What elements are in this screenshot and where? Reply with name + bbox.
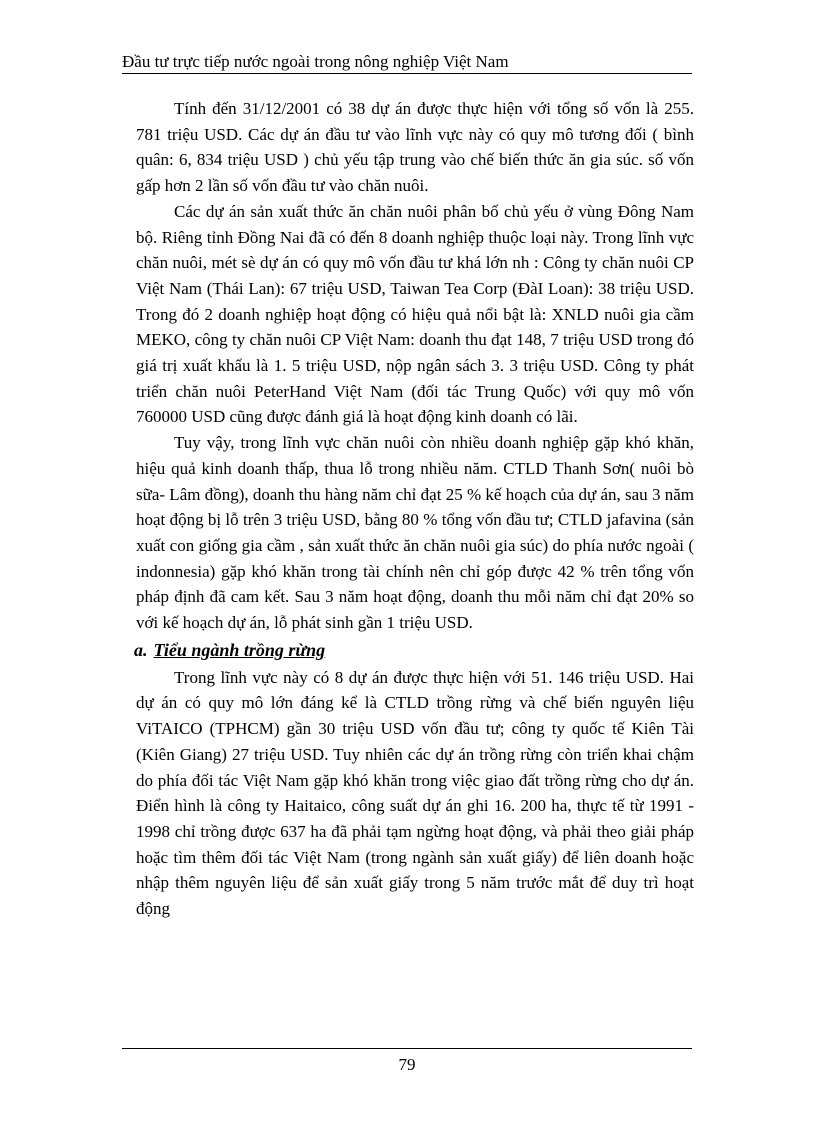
paragraph-feed-production: Các dự án sản xuất thức ăn chăn nuôi phân bố chủ yếu ở vùng Đông Nam bộ. Riêng tỉnh Đồng Nai đã có đến 8 doanh nghiệp thuộc loại này. Trong lĩnh vực chăn nuôi, mét sè dự án có quy mô vốn đầu tư khá lớn nh : Công ty chăn nuôi CP Việt Nam (Thái Lan): 67 triệu USD, Taiwan Tea Corp (ĐàI Loan): 38 triệu USD. Trong đó 2 doanh nghiệp hoạt động có hiệu quả nổi bật là: XNLD nuôi gia cầm MEKO, công ty chăn nuôi CP Việt Nam: doanh thu đạt 148, 7 triệu USD trong đó giá trị xuất khẩu là 1. 5 triệu USD, nộp ngân sách 3. 3 triệu USD. Công ty phát triển chăn nuôi PeterHand Việt Nam (đối tác Trung Quốc) với quy mô vốn 760000 USD cũng được đánh giá là hoạt động kinh doanh có lãi. [136, 201, 694, 427]
section-heading [134, 637, 694, 664]
page-body [136, 96, 694, 922]
page-number: 79 [398, 1055, 416, 1074]
paragraph-investment-summary: Tính đến 31/12/2001 có 38 dự án được thực hiện với tổng số vốn là 255. 781 triệu USD. Các dự án đầu tư vào lĩnh vực này có quy mô tương đối ( bình quân: 6, 834 triệu USD ) chủ yếu tập trung vào chế biến thức ăn gia súc. số vốn gấp hơn 2 lần số vốn đầu tư vào chăn nuôi. [136, 99, 694, 196]
header-rule [122, 73, 692, 74]
section-title: Tiểu ngành trồng rừng [153, 639, 326, 660]
paragraph-forestry: Trong lĩnh vực này có 8 dự án được thực hiện với 51. 146 triệu USD. Hai dự án có quy mô lớn đáng kể là CTLD trồng rừng và chế biến nguyên liệu ViTAICO (TPHCM) gần 30 triệu USD vốn đầu tư; công ty quốc tế Kiên Tài (Kiên Giang) 27 triệu USD. Tuy nhiên các dự án trồng rừng còn triển khai chậm do phía đối tác Việt Nam gặp khó khăn trong việc giao đất trồng rừng cho dự án. Điển hình là công ty Haitaico, công suất dự án ghi 16. 200 ha, thực tế từ 1991 - 1998 chỉ trồng được 637 ha đã phải tạm ngừng hoạt động, và phải theo giải pháp hoặc tìm thêm đối tác Việt Nam (trong ngành sản xuất giấy) để liên doanh hoặc nhập thêm nguyên liệu để sản xuất giấy trong 5 năm trước mắt để duy trì hoạt động [136, 667, 694, 919]
section-letter: a. [134, 639, 148, 660]
footer-rule [122, 1048, 692, 1049]
running-header: Đầu tư trực tiếp nước ngoài trong nông nghiệp Việt Nam [122, 52, 509, 71]
paragraph-livestock-difficulties: Tuy vậy, trong lĩnh vực chăn nuôi còn nhiều doanh nghiệp gặp khó khăn, hiệu quả kinh doanh thấp, thua lỗ trong nhiều năm. CTLD Thanh Sơn( nuôi bò sữa- Lâm đồng), doanh thu hàng năm chỉ đạt 25 % kế hoạch của dự án, sau 3 năm hoạt động bị lỗ trên 3 triệu USD, bằng 80 % tổng vốn đầu tư; CTLD jafavina (sản xuất con giống gia cầm , sản xuất thức ăn chăn nuôi gia súc) do phía nước ngoài ( indonnesia) gặp khó khăn trong tài chính nên chỉ góp được 42 % trên tổng vốn pháp định đã cam kết. Sau 3 năm hoạt động, doanh thu mỗi năm chỉ đạt 20% so với kế hoạch dự án, lỗ phát sinh gần 1 triệu USD. [136, 433, 694, 633]
